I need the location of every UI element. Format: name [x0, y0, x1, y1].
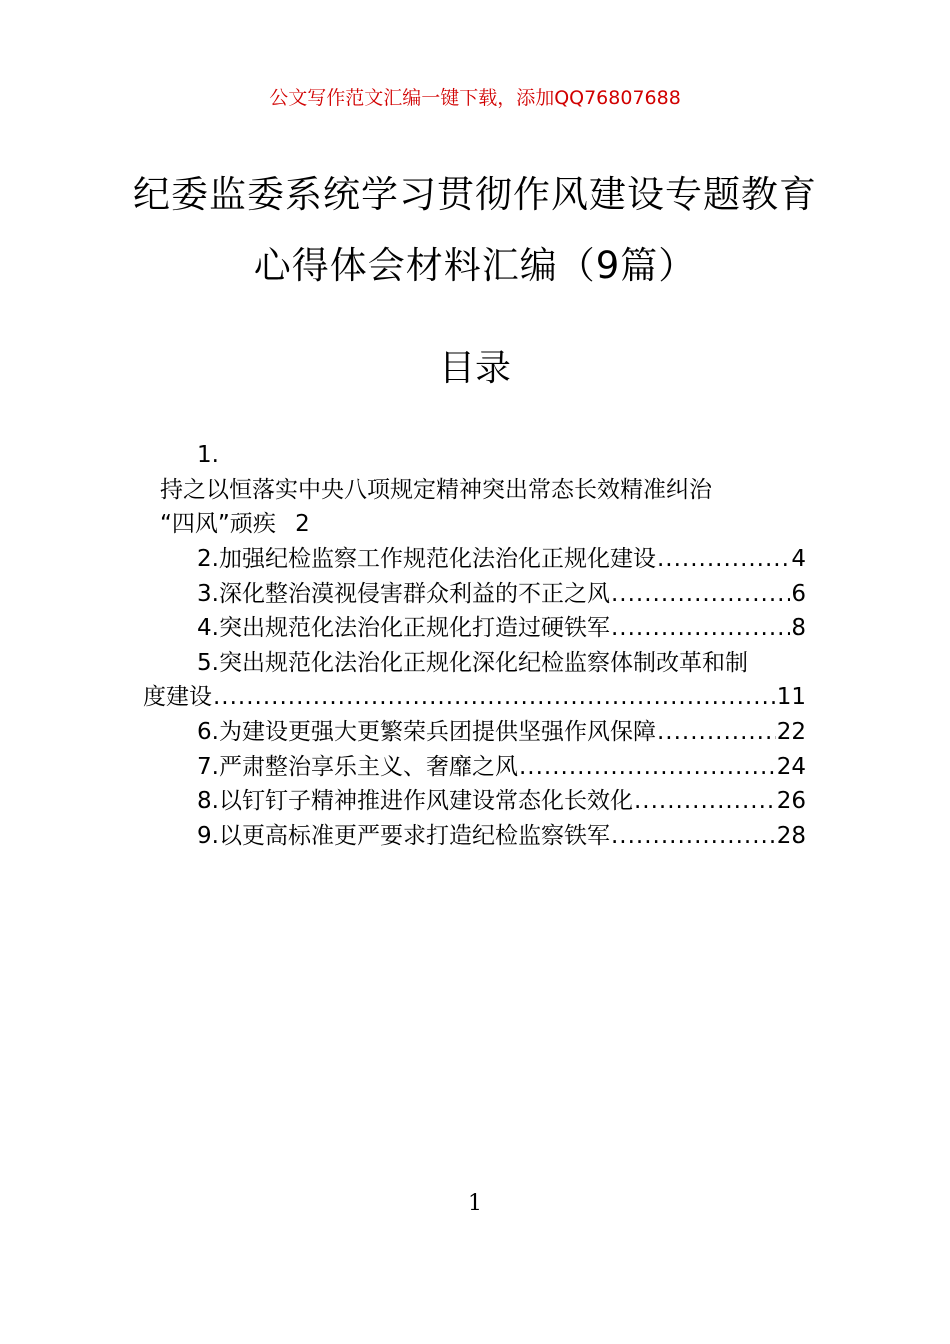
toc-item-label: 度建设 — [143, 684, 212, 710]
toc-item-page: 24 — [776, 754, 806, 780]
toc-item-label: 2.加强纪检监察工作规范化法治化正规化建设 — [197, 546, 656, 572]
toc-item-label: 8.以钉钉子精神推进作风建设常态化长效化 — [197, 788, 633, 814]
toc-item-page: 6 — [791, 581, 806, 607]
toc-item-page: 4 — [791, 546, 806, 572]
toc-item-9[interactable] — [197, 819, 806, 853]
toc-item-label: 3.深化整治漠视侵害群众利益的不正之风 — [197, 581, 610, 607]
toc-item-2[interactable] — [197, 542, 806, 576]
toc-dot-leader — [213, 680, 776, 714]
toc-heading: 目录 — [438, 348, 511, 389]
toc-item-1-page: 2 — [295, 511, 310, 537]
toc-item-3[interactable] — [197, 577, 806, 611]
toc-item-label: 4.突出规范化法治化正规化打造过硬铁军 — [197, 615, 610, 641]
document-title-line-1: 纪委监委系统学习贯彻作风建设专题教育 — [133, 173, 817, 216]
toc-dot-leader — [611, 819, 776, 853]
toc-item-7[interactable] — [197, 750, 806, 784]
toc-dot-leader — [519, 750, 776, 784]
toc-item-4[interactable] — [197, 611, 806, 645]
document-title-line-2: 心得体会材料汇编（9篇） — [253, 244, 697, 287]
toc-item-page: 11 — [776, 684, 806, 710]
toc-dot-leader — [611, 611, 790, 645]
toc-dot-leader — [634, 784, 776, 818]
toc-dot-leader — [657, 542, 790, 576]
toc-item-page: 22 — [776, 719, 806, 745]
toc-item-5[interactable] — [143, 680, 806, 714]
toc-item-1-label: “四风”顽疾 — [160, 511, 276, 537]
download-banner: 公文写作范文汇编一键下载，添加QQ76807688 — [269, 87, 681, 109]
toc-item-1-text-line-1: 持之以恒落实中央八项规定精神突出常态长效精准纠治 — [160, 477, 712, 503]
toc-item-label: 6.为建设更强大更繁荣兵团提供坚强作风保障 — [197, 719, 656, 745]
toc-item-6[interactable] — [197, 715, 806, 749]
toc-item-1-text-line-2 — [160, 507, 310, 541]
toc-item-1-number: 1. — [197, 442, 219, 468]
toc-item-label: 7.严肃整治享乐主义、奢靡之风 — [197, 754, 518, 780]
toc-item-page: 28 — [776, 823, 806, 849]
page-number: 1 — [468, 1191, 482, 1216]
toc-item-label: 9.以更高标准更严要求打造纪检监察铁军 — [197, 823, 610, 849]
toc-item-page: 26 — [776, 788, 806, 814]
toc-dot-leader — [657, 715, 776, 749]
toc-item-8[interactable] — [197, 784, 806, 818]
toc-item-page: 8 — [791, 615, 806, 641]
toc-item-5-line-1: 5.突出规范化法治化正规化深化纪检监察体制改革和制 — [197, 650, 748, 676]
toc-dot-leader — [611, 577, 790, 611]
